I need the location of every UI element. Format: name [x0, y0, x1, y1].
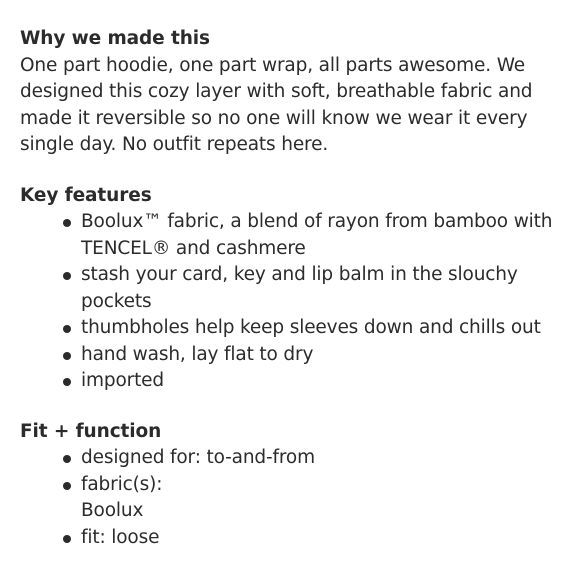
bullet-icon [63, 378, 71, 386]
bullet-icon [63, 219, 71, 227]
why-section [20, 26, 568, 159]
fit-text: fit: loose [81, 526, 160, 548]
feature-text: thumbholes help keep sleeves down and chills out [81, 317, 541, 338]
product-description [20, 26, 568, 551]
why-heading: Why we made this [20, 28, 210, 49]
features-list [20, 209, 568, 395]
feature-text: Boolux™ fabric, a blend of rayon from bamboo with TENCEL® and cashmere [81, 211, 553, 259]
features-heading: Key features [20, 184, 152, 206]
list-item [20, 342, 568, 369]
why-text: One part hoodie, one part wrap, all parts awesome. We designed this cozy layer with soft, breathable fabric and made it reversible so no one will know we wear it every single day. No outfit repeats here. [20, 54, 533, 155]
fit-heading: Fit + function [20, 420, 162, 442]
list-item [20, 209, 568, 262]
list-item [20, 525, 568, 552]
fit-text: Boolux [81, 500, 144, 521]
bullet-icon [63, 482, 71, 490]
bullet-icon [63, 325, 71, 333]
list-item [20, 315, 568, 342]
features-section [20, 183, 568, 395]
list-item [20, 262, 568, 315]
fit-text: fabric(s): [81, 473, 163, 495]
bullet-icon [63, 272, 71, 280]
fit-list [20, 445, 568, 551]
feature-text: hand wash, lay flat to dry [81, 343, 314, 365]
list-item [20, 472, 568, 525]
bullet-icon [63, 352, 71, 360]
feature-text: stash your card, key and lip balm in the slouchy pockets [81, 264, 518, 312]
bullet-icon [63, 535, 71, 543]
bullet-icon [63, 455, 71, 463]
fit-section [20, 419, 568, 552]
list-item [20, 368, 568, 395]
fit-text: designed for: to-and-from [81, 447, 315, 468]
list-item [20, 445, 568, 472]
feature-text: imported [81, 370, 165, 391]
